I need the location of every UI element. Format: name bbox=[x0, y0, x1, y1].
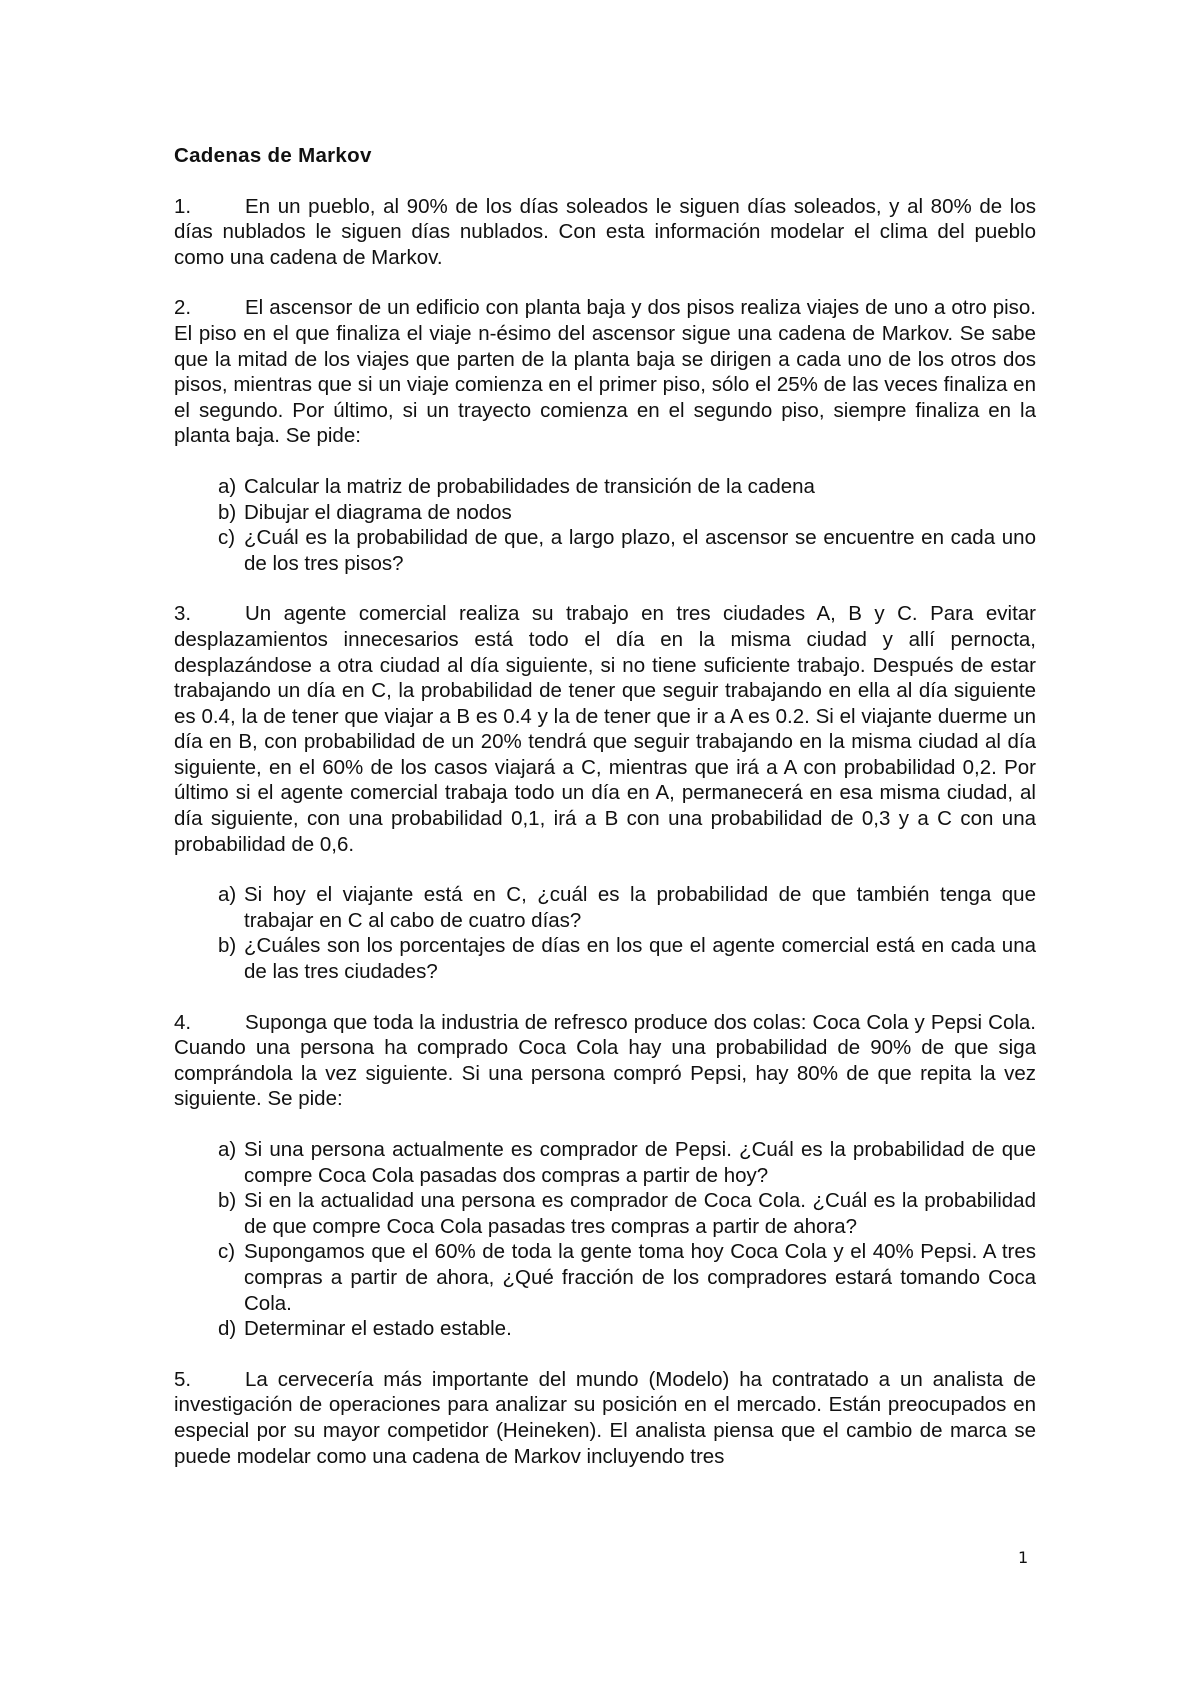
list-item bbox=[174, 933, 1036, 984]
list-item bbox=[174, 500, 1036, 526]
list-item bbox=[174, 525, 1036, 576]
problem-3 bbox=[174, 601, 1036, 857]
item-label: b) bbox=[218, 500, 237, 524]
item-label: c) bbox=[218, 526, 236, 550]
list-item bbox=[174, 474, 1036, 500]
problem-number: 3. bbox=[174, 602, 192, 626]
problem-5 bbox=[174, 1367, 1036, 1469]
item-text: Si una persona actualmente es comprador de Pepsi. ¿Cuál es la probabilidad de que compre Coca Cola pasadas dos compras a partir de hoy? bbox=[244, 1138, 1036, 1187]
item-label: b) bbox=[218, 1189, 237, 1213]
problem-text: El ascensor de un edificio con planta baja y dos pisos realiza viajes de uno a otro piso. El piso en el que finaliza el viaje n-ésimo del ascensor sigue una cadena de Markov. Se sabe que la mitad de los viajes que parten de la planta baja se dirigen a cada uno de los otros dos pisos, mientras que si un viaje comienza en el primer piso, sólo el 25% de las veces finaliza en el segundo. Por último, si un trayecto comienza en el segundo piso, siempre finaliza en la planta baja. Se pide: bbox=[174, 296, 1036, 448]
problem-number: 4. bbox=[174, 1010, 192, 1034]
problem-text: Un agente comercial realiza su trabajo en tres ciudades A, B y C. Para evitar desplazamientos innecesarios está todo el día en la misma ciudad y allí pernocta, desplazándose a otra ciudad al día siguiente, si no tiene suficiente trabajo. Después de estar trabajando un día en C, la probabilidad de tener que seguir trabajando en ella al día siguiente es 0.4, la de tener que viajar a B es 0.4 y la de tener que ir a A es 0.2. Si el viajante duerme un día en B, con probabilidad de un 20% tendrá que seguir trabajando en la misma ciudad al día siguiente, en el 60% de los casos viajará a C, mientras que irá a A con probabilidad 0,2. Por último si el agente comercial trabaja todo un día en A, permanecerá en esa misma ciudad, al día siguiente, con una probabilidad 0,1, irá a B con una probabilidad de 0,3 y a C con una probabilidad de 0,6. bbox=[174, 602, 1036, 856]
problem-2 bbox=[174, 295, 1036, 449]
problem-number: 1. bbox=[174, 194, 192, 218]
item-text: Calcular la matriz de probabilidades de transición de la cadena bbox=[244, 474, 815, 498]
item-text: Supongamos que el 60% de toda la gente toma hoy Coca Cola y el 40% Pepsi. A tres compras a partir de ahora, ¿Qué fracción de los compradores estará tomando Coca Cola. bbox=[244, 1240, 1036, 1315]
list-item bbox=[174, 882, 1036, 933]
problem-number: 5. bbox=[174, 1367, 192, 1391]
document-title: Cadenas de Markov bbox=[174, 144, 372, 167]
problem-text: La cervecería más importante del mundo (Modelo) ha contratado a un analista de investigación de operaciones para analizar su posición en el mercado. Están preocupados en especial por su mayor competidor (Heineken). El analista piensa que el cambio de marca se puede modelar como una cadena de Markov incluyendo tres bbox=[174, 1367, 1036, 1468]
item-text: Dibujar el diagrama de nodos bbox=[244, 500, 512, 524]
problem-text: En un pueblo, al 90% de los días soleados le siguen días soleados, y al 80% de los días nublados le siguen días nublados. Con esta información modelar el clima del pueblo como una cadena de Markov. bbox=[174, 194, 1036, 269]
list-item bbox=[174, 1316, 1036, 1342]
list-item bbox=[174, 1239, 1036, 1316]
item-label: b) bbox=[218, 934, 237, 958]
item-label: d) bbox=[218, 1317, 237, 1341]
problem-number: 2. bbox=[174, 296, 192, 320]
item-label: a) bbox=[218, 474, 237, 498]
document-content bbox=[174, 143, 1036, 1494]
list-item bbox=[174, 1188, 1036, 1239]
problem-2-questions bbox=[174, 474, 1036, 576]
item-label: a) bbox=[218, 1138, 237, 1161]
item-text: Si en la actualidad una persona es comprador de Coca Cola. ¿Cuál es la probabilidad de que compre Coca Cola pasadas tres compras a partir de ahora? bbox=[244, 1189, 1036, 1238]
item-text: ¿Cuáles son los porcentajes de días en los que el agente comercial está en cada una de las tres ciudades? bbox=[244, 934, 1036, 984]
problem-text: Suponga que toda la industria de refresco produce dos colas: Coca Cola y Pepsi Cola. Cuando una persona ha comprado Coca Cola hay una probabilidad de 90% de que siga comprándola la vez siguiente. Si una persona compró Pepsi, hay 80% de que repita la vez siguiente. Se pide: bbox=[174, 1010, 1036, 1111]
page-number: 1 bbox=[1018, 1548, 1029, 1567]
item-text: ¿Cuál es la probabilidad de que, a largo plazo, el ascensor se encuentre en cada uno de los tres pisos? bbox=[244, 526, 1036, 575]
item-label: a) bbox=[218, 883, 237, 907]
problem-1 bbox=[174, 194, 1036, 271]
list-item bbox=[174, 1137, 1036, 1188]
problem-3-questions bbox=[174, 882, 1036, 984]
item-label: c) bbox=[218, 1240, 236, 1264]
item-text: Determinar el estado estable. bbox=[244, 1317, 512, 1341]
item-text: Si hoy el viajante está en C, ¿cuál es la probabilidad de que también tenga que trabajar en C al cabo de cuatro días? bbox=[244, 883, 1036, 932]
problem-4-questions bbox=[174, 1137, 1036, 1342]
problem-4 bbox=[174, 1010, 1036, 1112]
